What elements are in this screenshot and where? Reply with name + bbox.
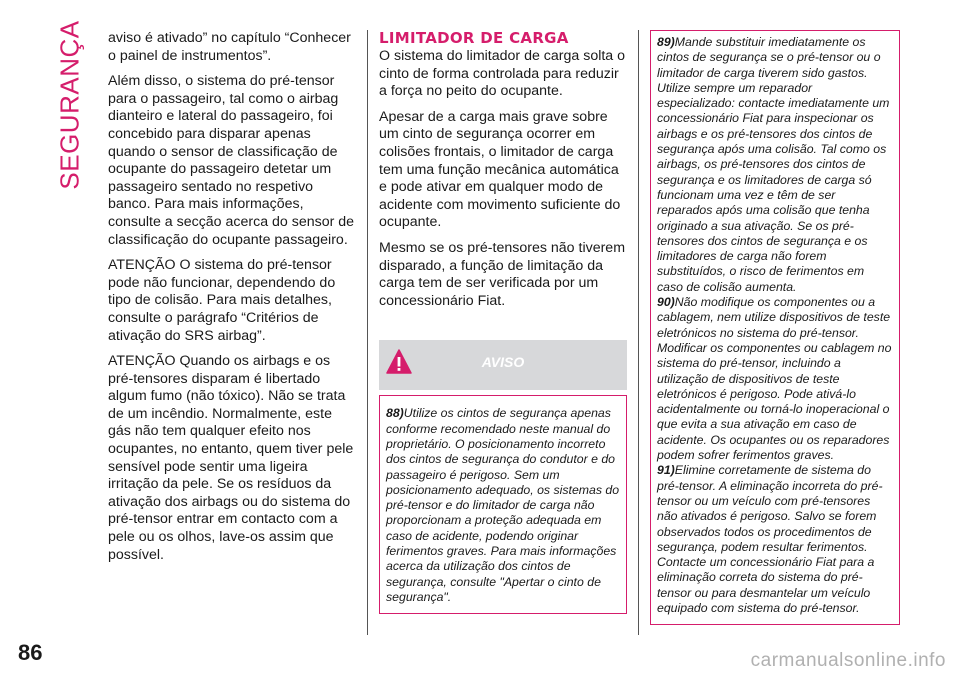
page-number: 86 bbox=[18, 640, 43, 665]
paragraph: Apesar de a carga mais grave sobre um cinto de segurança ocorrer em colisões frontais, o limitador de carga tem uma função mecânica automática e pode ativar em qualquer modo de acidente com movimento suficiente do ocupante. bbox=[379, 108, 621, 231]
column-divider-left bbox=[367, 30, 368, 635]
paragraph: O sistema do limitador de carga solta o cinto de forma controlada para reduzir a força no peito do ocupante. bbox=[379, 48, 626, 100]
warning-box-continued bbox=[650, 30, 900, 625]
section-side-title bbox=[52, 20, 88, 190]
warning-item bbox=[657, 35, 893, 295]
warning-item-text: Utilize os cintos de segurança apenas conforme recomendado neste manual do proprietário. O posicionamento incorreto dos cintos de segurança do condutor e do passageiro é perigoso. Sem um posicionamento adequado, os sistemas do pré-tensor e do limitador de carga não proporcionam a proteção adequada em caso de acidente, podendo originar ferimentos graves. Para mais informações acerca da utilização dos cintos de segurança, consulte "Apertar o cinto de segurança". bbox=[386, 406, 620, 604]
warning-box bbox=[379, 395, 627, 614]
warning-title: AVISO bbox=[481, 354, 525, 371]
warning-item-text: Mande substituir imediatamente os cintos de segurança se o pré-tensor ou o limitador de carga tiverem sido gastos. Utilize sempre um reparador especializado: contacte imediatamente um concessionário Fiat para inspecionar os airbags e os pré-tensores dos cintos de segurança após uma colisão. Tal como os airbags, os pré-tensores dos cintos de segurança e os limitadores de carga só funcionam uma vez e têm de ser reparados após uma colisão que tenha originado a sua ativação. Se os pré-tensores dos cintos de segurança e os limitadores de carga não forem substituídos, o risco de ferimentos em caso de colisão aumenta. bbox=[657, 35, 890, 294]
paragraph: ATENÇÃO Quando os airbags e os pré-tensores disparam é libertado algum fumo (não tóxico). Não se trata de um incêndio. Normalmente, este gás não tem qualquer efeito nos ocupantes, no entanto, quem tiver pele sensível pode sentir uma ligeira irritação da pele. Se os resíduos da ativação dos airbags ou do sistema do pré-tensor entrar em contacto com a pele ou os olhos, lave-os assim que possível. bbox=[108, 353, 354, 563]
column-divider-right bbox=[638, 30, 639, 635]
paragraph: aviso é ativado” no capítulo “Conhecer o painel de instrumentos”. bbox=[108, 30, 351, 64]
text-column-1 bbox=[108, 30, 356, 572]
warning-item bbox=[657, 295, 893, 463]
warning-item bbox=[386, 406, 620, 605]
section-heading: LIMITADOR DE CARGA bbox=[379, 29, 569, 47]
warning-item-number: 88) bbox=[386, 406, 404, 421]
warning-item-number: 89) bbox=[657, 35, 675, 49]
text-column-3 bbox=[650, 30, 900, 625]
warning-item-text: Elimine corretamente de sistema do pré-tensor. A eliminação incorreta do pré-tensor ou um veículo com pré-tensores não ativados é perigoso. Salvo se forem observados todos os procedimentos de segurança, podem resultar ferimentos. Contacte um concessionário Fiat para a eliminação correta do sistema do pré-tensor ou para desmantelar um veículo equipado com sistema do pré-tensor. bbox=[657, 463, 883, 615]
watermark: carmanualsonline.info bbox=[750, 650, 946, 671]
warning-header bbox=[379, 340, 627, 390]
text-column-2 bbox=[379, 30, 627, 614]
warning-item bbox=[657, 463, 893, 616]
paragraph: Mesmo se os pré-tensores não tiverem disparado, a função de limitação da carga tem de ser verificada por um concessionário Fiat. bbox=[379, 239, 626, 309]
warning-item-number: 91) bbox=[657, 463, 675, 478]
warning-item-text: Não modifique os componentes ou a cablagem, nem utilize dispositivos de teste eletrónicos no sistema do pré-tensor. Modificar os componentes ou cablagem no sistema do pré-tensor, incluindo a utilização de dispositivos de teste eletrónicos é perigoso. Pode ativá-lo acidentalmente ou torná-lo inoperacional o que evita a sua ativação em caso de acidente. Os ocupantes ou os reparadores podem sofrer ferimentos graves. bbox=[657, 295, 892, 463]
section-side-title-text: SEGURANÇA bbox=[54, 20, 85, 190]
warning-item-number: 90) bbox=[657, 295, 675, 310]
paragraph: ATENÇÃO O sistema do pré-tensor pode não funcionar, dependendo do tipo de colisão. Para mais detalhes, consulte o parágrafo “Critérios de ativação do SRS airbag”. bbox=[108, 257, 336, 344]
paragraph: Além disso, o sistema do pré-tensor para o passageiro, tal como o airbag dianteiro e lateral do passageiro, foi concebido para disparar apenas quando o sensor de classificação de ocupante do passageiro detetar um passageiro sentado no respetivo banco. Para mais informações, consulte a secção acerca do sensor de classificação do ocupante passageiro. bbox=[108, 73, 355, 248]
